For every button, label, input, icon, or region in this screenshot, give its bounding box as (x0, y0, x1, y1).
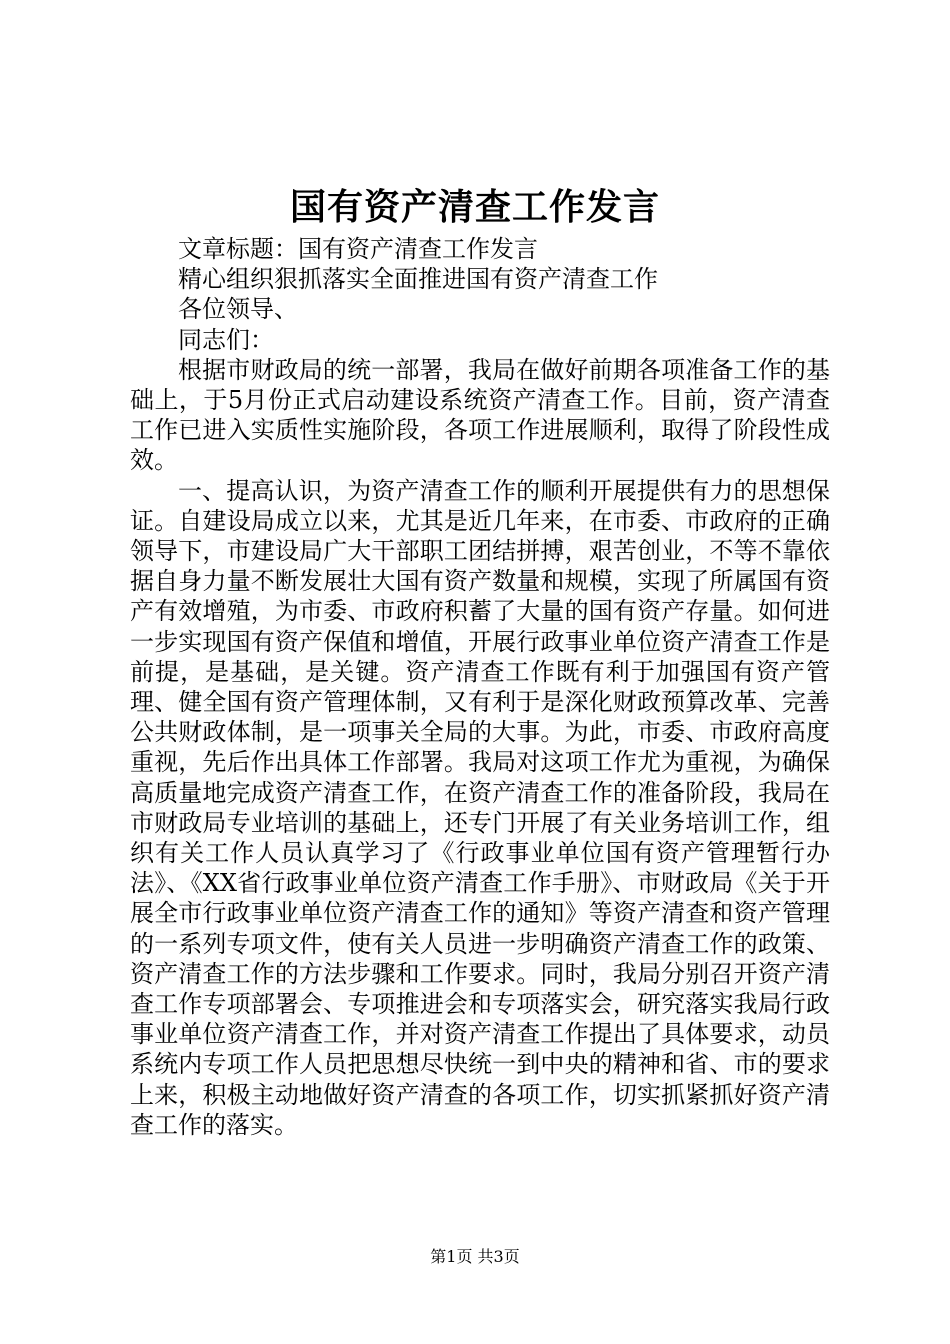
page-footer: 第1页 共3页 (430, 1247, 520, 1266)
intro-paragraph: 根据市财政局的统一部署，我局在做好前期各项准备工作的基础上，于5月份正式启动建设系统资产清查工作。目前，资产清查工作已进入实质性实施阶段，各项工作进展顺利，取得了阶段性成效。 (130, 355, 830, 475)
article-title-line: 文章标题：国有资产清查工作发言 (178, 235, 538, 263)
subtitle-line: 精心组织狠抓落实全面推进国有资产清查工作 (178, 265, 658, 294)
document-title: 国有资产清查工作发言 (289, 186, 660, 228)
salutation-leaders: 各位领导、 (178, 295, 298, 324)
salutation-comrades: 同志们： (178, 325, 274, 354)
document-body (130, 234, 830, 1140)
section-one-paragraph: 一、提高认识，为资产清查工作的顺利开展提供有力的思想保证。自建设局成立以来，尤其是近几年来，在市委、市政府的正确领导下，市建设局广大干部职工团结拼搏，艰苦创业，不等不靠依据自身力量不断发展壮大国有资产数量和规模，实现了所属国有资产有效增殖，为市委、市政府积蓄了大量的国有资产存量。如何进一步实现国有资产保值和增值，开展行政事业单位资产清查工作是前提，是基础，是关键。资产清查工作既有利于加强国有资产管理、健全国有资产管理体制，又有利于是深化财政预算改革、完善公共财政体制，是一项事关全局的大事。为此，市委、市政府高度重视，先后作出具体工作部署。我局对这项工作尤为重视，为确保高质量地完成资产清查工作，在资产清查工作的准备阶段，我局在市财政局专业培训的基础上，还专门开展了有关业务培训工作，组织有关工作人员认真学习了《行政事业单位国有资产管理暂行办法》、《XX省行政事业单位资产清查工作手册》、市财政局《关于开展全市行政事业单位资产清查工作的通知》等资产清查和资产管理的一系列专项文件，使有关人员进一步明确资产清查工作的政策、资产清查工作的方法步骤和工作要求。同时，我局分别召开资产清查工作专项部署会、专项推进会和专项落实会，研究落实我局行政事业单位资产清查工作，并对资产清查工作提出了具体要求，动员系统内专项工作人员把思想尽快统一到中央的精神和省、市的要求上来，积极主动地做好资产清查的各项工作，切实抓紧抓好资产清查工作的落实。 (130, 476, 830, 1139)
